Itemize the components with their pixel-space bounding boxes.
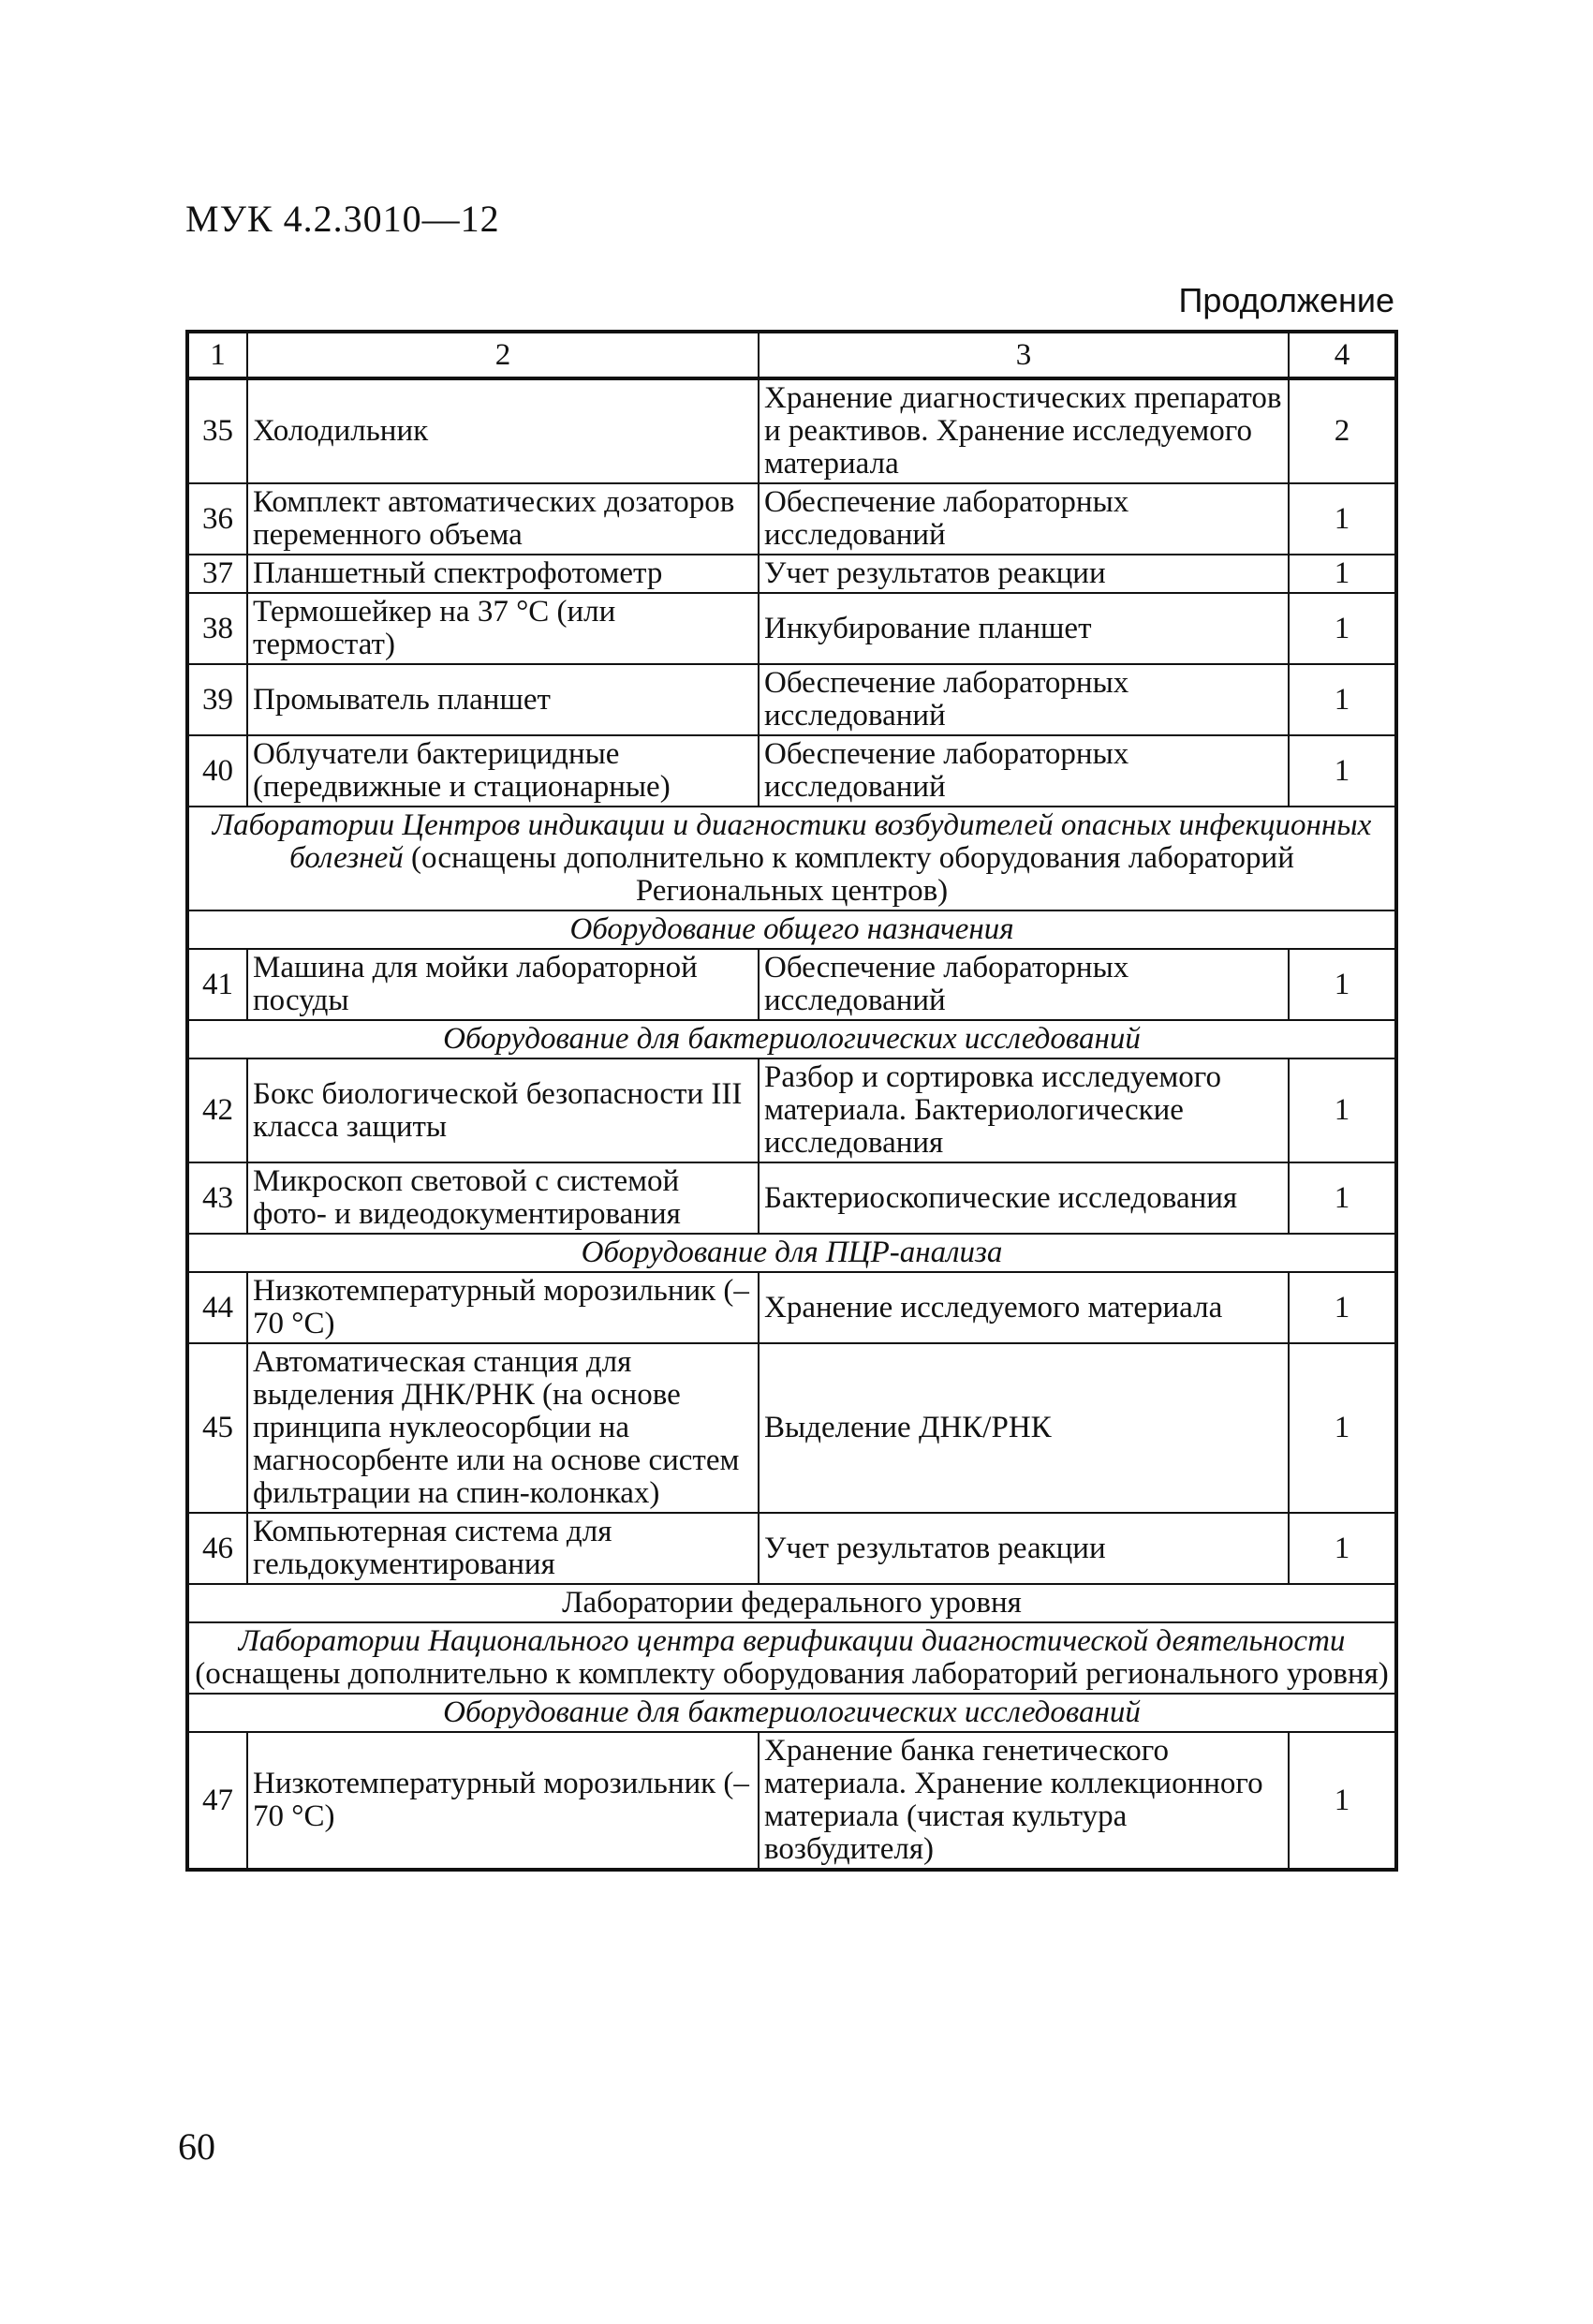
equipment-name: Машина для мойки лабораторной посуды [247,949,759,1020]
row-number: 35 [187,378,247,483]
equipment-quantity: 1 [1289,1732,1396,1870]
equipment-purpose: Бактериоскопические исследования [759,1162,1289,1234]
table-body [187,378,1396,1870]
table-row [187,378,1396,483]
table-row [187,735,1396,807]
equipment-name: Промыватель планшет [247,664,759,735]
table-row [187,483,1396,555]
equipment-quantity: 1 [1289,593,1396,664]
row-number: 42 [187,1058,247,1162]
equipment-purpose: Обеспечение лабораторных исследований [759,664,1289,735]
section-row [187,1622,1396,1694]
equipment-quantity: 1 [1289,483,1396,555]
equipment-purpose: Обеспечение лабораторных исследований [759,735,1289,807]
section-heading [187,1584,1396,1622]
table-row [187,1343,1396,1513]
row-number: 45 [187,1343,247,1513]
equipment-quantity: 1 [1289,555,1396,593]
equipment-purpose: Хранение банка генетического материала. Хранение коллекционного материала (чистая культура возбудителя) [759,1732,1289,1870]
equipment-name: Компьютерная система для гельдокументирования [247,1513,759,1584]
equipment-quantity: 1 [1289,1058,1396,1162]
section-heading [187,1020,1396,1058]
equipment-name: Низкотемпературный морозильник (–70 °С) [247,1272,759,1343]
row-number: 36 [187,483,247,555]
section-heading-italic: Оборудование общего назначения [569,912,1014,946]
row-number: 43 [187,1162,247,1234]
section-heading [187,910,1396,949]
equipment-name: Низкотемпературный морозильник (–70 °С) [247,1732,759,1870]
equipment-quantity: 1 [1289,664,1396,735]
equipment-purpose: Хранение диагностических препаратов и реактивов. Хранение исследуемого материала [759,378,1289,483]
page-number: 60 [178,2125,215,2168]
col-header-2: 2 [247,332,759,378]
table-row [187,1058,1396,1162]
table-row [187,664,1396,735]
equipment-purpose: Обеспечение лабораторных исследований [759,949,1289,1020]
equipment-name: Автоматическая станция для выделения ДНК/РНК (на основе принципа нуклеосорбции на магносорбенте или на основе систем фильтрации на спин-колонках) [247,1343,759,1513]
equipment-purpose: Разбор и сортировка исследуемого материала. Бактериологические исследования [759,1058,1289,1162]
section-heading [187,1622,1396,1694]
section-row [187,1584,1396,1622]
section-row [187,807,1396,910]
section-row [187,1020,1396,1058]
section-heading-italic: Оборудование для ПЦР-анализа [581,1236,1003,1269]
row-number: 39 [187,664,247,735]
section-heading-text: (оснащены дополнительно к комплекту оборудования лабораторий регионального уровня) [195,1657,1389,1691]
equipment-quantity: 1 [1289,1343,1396,1513]
equipment-purpose: Учет результатов реакции [759,555,1289,593]
equipment-name: Холодильник [247,378,759,483]
equipment-purpose: Хранение исследуемого материала [759,1272,1289,1343]
table-row [187,593,1396,664]
table-row [187,1162,1396,1234]
equipment-name: Планшетный спектрофотометр [247,555,759,593]
section-heading-italic: Оборудование для бактериологических исследований [443,1022,1141,1056]
row-number: 44 [187,1272,247,1343]
section-heading-text: (оснащены дополнительно к комплекту оборудования лабораторий Региональных центров) [403,841,1294,908]
equipment-name: Облучатели бактерицидные (передвижные и стационарные) [247,735,759,807]
table-row [187,1513,1396,1584]
equipment-quantity: 1 [1289,1272,1396,1343]
equipment-name: Бокс биологической безопасности III класса защиты [247,1058,759,1162]
row-number: 37 [187,555,247,593]
equipment-purpose: Инкубирование планшет [759,593,1289,664]
equipment-name: Комплект автоматических дозаторов переменного объема [247,483,759,555]
row-number: 46 [187,1513,247,1584]
equipment-quantity: 1 [1289,949,1396,1020]
equipment-quantity: 1 [1289,1162,1396,1234]
section-heading-italic: Лаборатории Центров индикации и диагностики возбудителей опасных инфекционных болезней [212,808,1372,875]
equipment-quantity: 2 [1289,378,1396,483]
document-header: МУК 4.2.3010—12 [185,198,500,240]
equipment-purpose: Учет результатов реакции [759,1513,1289,1584]
section-heading [187,1694,1396,1732]
section-heading [187,1234,1396,1272]
table-row [187,555,1396,593]
section-row [187,1694,1396,1732]
equipment-table [185,330,1398,1872]
section-heading-italic: Лаборатории Национального центра верификации диагностической деятельности [238,1624,1346,1658]
section-row [187,1234,1396,1272]
table-row [187,1272,1396,1343]
row-number: 38 [187,593,247,664]
equipment-name: Термошейкер на 37 °С (или термостат) [247,593,759,664]
section-heading [187,807,1396,910]
col-header-3: 3 [759,332,1289,378]
equipment-purpose: Обеспечение лабораторных исследований [759,483,1289,555]
section-row [187,910,1396,949]
col-header-4: 4 [1289,332,1396,378]
continuation-label: Продолжение [1178,281,1394,319]
equipment-quantity: 1 [1289,1513,1396,1584]
section-heading-text: Лаборатории федерального уровня [562,1586,1022,1620]
col-header-1: 1 [187,332,247,378]
table-row [187,949,1396,1020]
equipment-quantity: 1 [1289,735,1396,807]
equipment-name: Микроскоп световой с системой фото- и видеодокументирования [247,1162,759,1234]
section-heading-italic: Оборудование для бактериологических исследований [443,1695,1141,1729]
table-header [187,332,1396,378]
row-number: 47 [187,1732,247,1870]
row-number: 40 [187,735,247,807]
equipment-purpose: Выделение ДНК/РНК [759,1343,1289,1513]
row-number: 41 [187,949,247,1020]
table-row [187,1732,1396,1870]
